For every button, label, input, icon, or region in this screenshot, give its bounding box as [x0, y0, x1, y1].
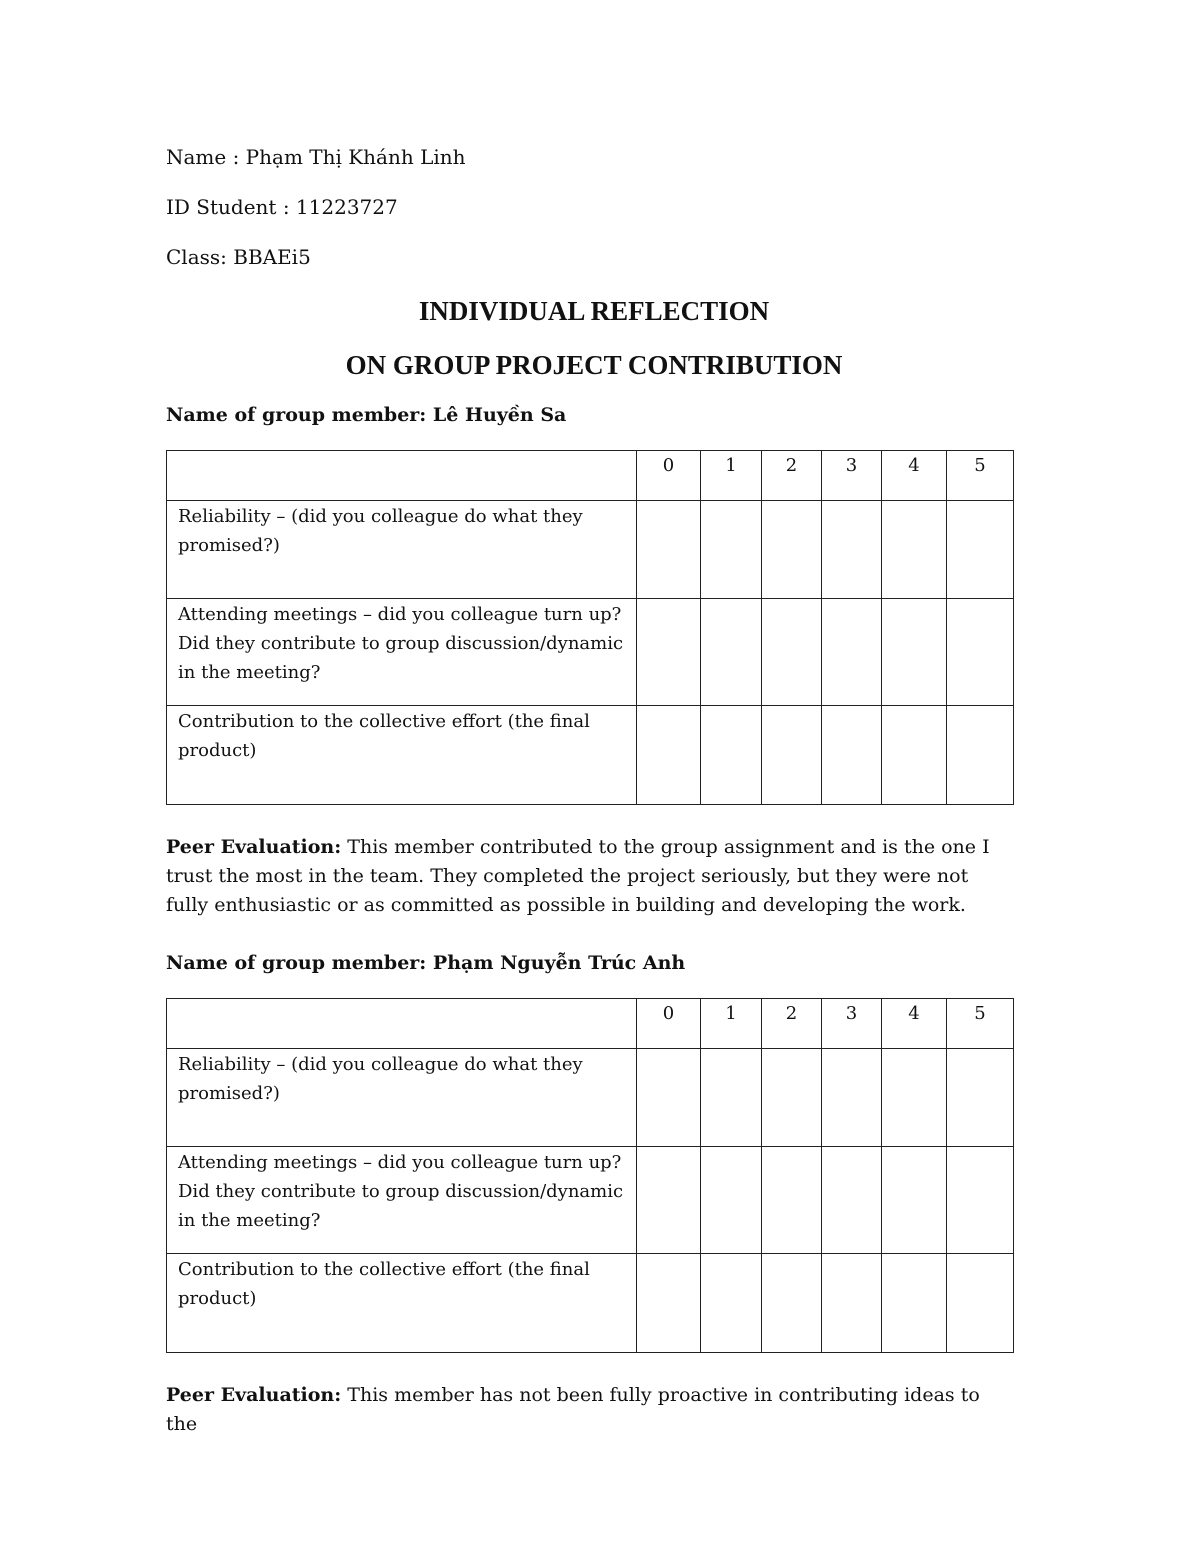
rating-cell[interactable]: [822, 1147, 882, 1254]
member-2-heading: Name of group member: Phạm Nguyễn Trúc Anh: [166, 952, 686, 974]
title-line-1: INDIVIDUAL REFLECTION: [418, 296, 770, 326]
rating-cell[interactable]: [762, 501, 822, 599]
table-row: [167, 706, 1014, 805]
rating-cell[interactable]: [882, 1254, 947, 1353]
score-header-3: 3: [822, 999, 882, 1049]
score-header-1: 1: [701, 999, 762, 1049]
table-row: [167, 1049, 1014, 1147]
rating-cell[interactable]: [637, 501, 701, 599]
rating-cell[interactable]: [822, 1254, 882, 1353]
criterion-reliability: Reliability – (did you colleague do what they promised?): [167, 501, 637, 599]
rating-cell[interactable]: [762, 1254, 822, 1353]
criterion-contribution: Contribution to the collective effort (the final product): [167, 1254, 637, 1353]
student-class: Class: BBAEi5: [166, 245, 311, 269]
score-header-2: 2: [762, 999, 822, 1049]
title-line-2: ON GROUP PROJECT CONTRIBUTION: [345, 350, 843, 380]
rating-cell[interactable]: [701, 1049, 762, 1147]
score-header-3: 3: [822, 451, 882, 501]
peer-evaluation-text: This member has not been fully proactive in contributing ideas to the: [166, 1384, 980, 1435]
rating-cell[interactable]: [637, 1147, 701, 1254]
rating-cell[interactable]: [822, 1049, 882, 1147]
member-1-heading: Name of group member: Lê Huyền Sa: [166, 404, 567, 426]
rating-cell[interactable]: [762, 706, 822, 805]
rating-cell[interactable]: [822, 599, 882, 706]
member-2-peer-evaluation: [166, 1381, 1006, 1439]
rating-cell[interactable]: [882, 1147, 947, 1254]
rating-cell[interactable]: [701, 501, 762, 599]
table-row: [167, 501, 1014, 599]
rating-cell[interactable]: [822, 706, 882, 805]
rating-cell[interactable]: [947, 1147, 1014, 1254]
score-header-5: 5: [947, 999, 1014, 1049]
table-row: [167, 1147, 1014, 1254]
rating-cell[interactable]: [637, 599, 701, 706]
score-header-2: 2: [762, 451, 822, 501]
rating-cell[interactable]: [637, 1049, 701, 1147]
table-header-row: [167, 451, 1014, 501]
peer-evaluation-label: Peer Evaluation:: [166, 1384, 342, 1406]
table-row: [167, 1254, 1014, 1353]
rating-cell[interactable]: [701, 1147, 762, 1254]
rating-cell[interactable]: [947, 1049, 1014, 1147]
rating-cell[interactable]: [701, 599, 762, 706]
criterion-attending: Attending meetings – did you colleague turn up? Did they contribute to group discussion/dynamic in the meeting?: [167, 1147, 637, 1254]
rating-cell[interactable]: [822, 501, 882, 599]
peer-evaluation-text: This member contributed to the group assignment and is the one I trust the most in the team. They completed the project seriously, but they were not fully enthusiastic or as committed as possible in building and developing the work.: [166, 836, 990, 916]
header-blank-cell: [167, 999, 637, 1049]
rating-cell[interactable]: [701, 706, 762, 805]
rating-cell[interactable]: [637, 1254, 701, 1353]
rating-cell[interactable]: [947, 599, 1014, 706]
rating-cell[interactable]: [882, 599, 947, 706]
score-header-4: 4: [882, 451, 947, 501]
criterion-attending: Attending meetings – did you colleague turn up? Did they contribute to group discussion/dynamic in the meeting?: [167, 599, 637, 706]
rating-cell[interactable]: [947, 706, 1014, 805]
student-name: Name : Phạm Thị Khánh Linh: [166, 145, 466, 169]
peer-evaluation-label: Peer Evaluation:: [166, 836, 342, 858]
criterion-contribution: Contribution to the collective effort (the final product): [167, 706, 637, 805]
rating-cell[interactable]: [947, 1254, 1014, 1353]
score-header-5: 5: [947, 451, 1014, 501]
score-header-0: 0: [637, 451, 701, 501]
rating-cell[interactable]: [701, 1254, 762, 1353]
score-header-4: 4: [882, 999, 947, 1049]
score-header-1: 1: [701, 451, 762, 501]
table-row: [167, 599, 1014, 706]
rating-cell[interactable]: [762, 599, 822, 706]
rating-cell[interactable]: [947, 501, 1014, 599]
table-header-row: [167, 999, 1014, 1049]
rating-cell[interactable]: [762, 1147, 822, 1254]
rating-cell[interactable]: [882, 501, 947, 599]
rating-cell[interactable]: [762, 1049, 822, 1147]
member-1-peer-evaluation: [166, 833, 1006, 920]
header-blank-cell: [167, 451, 637, 501]
student-id: ID Student : 11223727: [166, 195, 398, 219]
member-2-rating-table: [166, 998, 1014, 1353]
rating-cell[interactable]: [882, 706, 947, 805]
rating-cell[interactable]: [637, 706, 701, 805]
rating-cell[interactable]: [882, 1049, 947, 1147]
member-1-rating-table: [166, 450, 1014, 805]
score-header-0: 0: [637, 999, 701, 1049]
criterion-reliability: Reliability – (did you colleague do what they promised?): [167, 1049, 637, 1147]
